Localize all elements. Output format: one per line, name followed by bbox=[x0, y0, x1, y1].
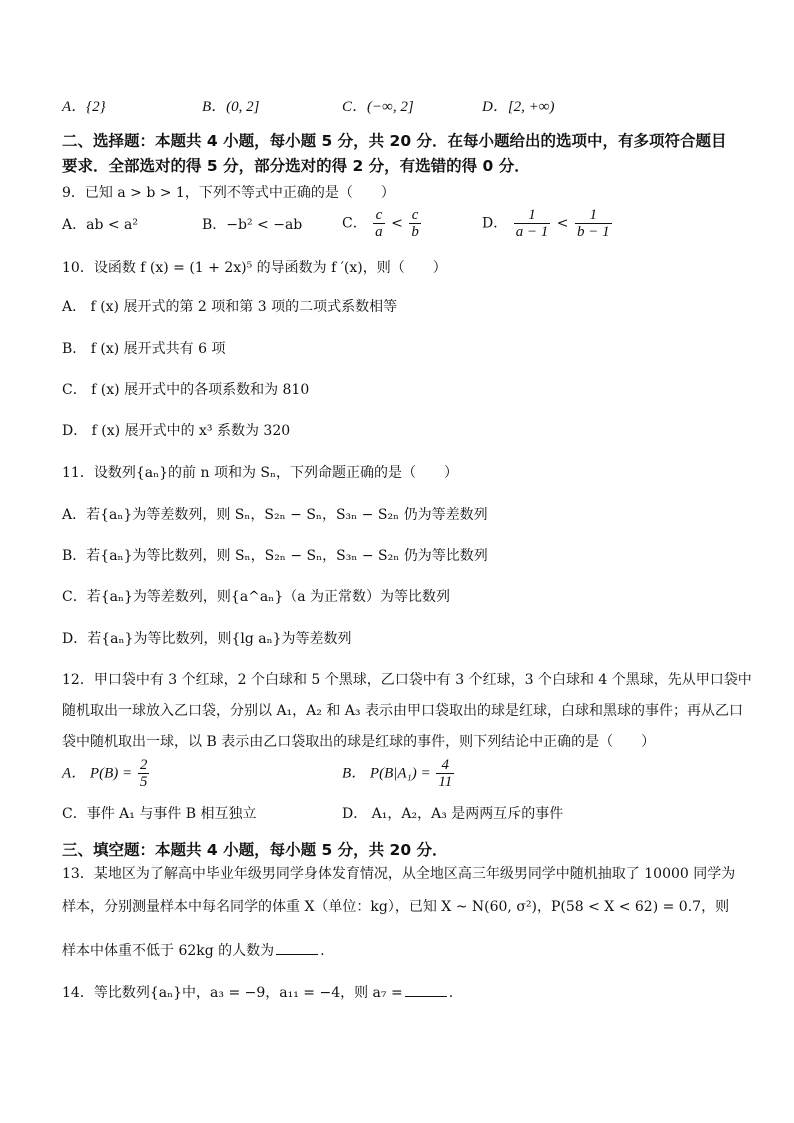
q12-option-b-label: B． P(B|A₁) = bbox=[342, 765, 435, 782]
q12-a-fraction bbox=[138, 757, 150, 790]
q12-option-d[interactable]: D． A₁，A₂，A₃ 是两两互斥的事件 bbox=[342, 806, 564, 822]
q13-line3 bbox=[62, 940, 325, 961]
q14-text: 14．等比数列{aₙ}中，a₃ = −9，a₁₁ = −4，则 a₇ = bbox=[62, 985, 403, 1001]
q12-b-fraction bbox=[436, 757, 454, 790]
q14-end: . bbox=[448, 985, 454, 1001]
q9-option-a[interactable]: A．ab < a² bbox=[62, 217, 139, 233]
q11-option-c[interactable]: C．若{aₙ}为等差数列，则{a^aₙ}（a 为正常数）为等比数列 bbox=[62, 589, 451, 605]
q12-option-a-label: A． P(B) = bbox=[62, 765, 136, 782]
q11-stem: 11．设数列{aₙ}的前 n 项和为 Sₙ，下列命题正确的是（ ） bbox=[62, 465, 459, 481]
q9-c-fraction-1 bbox=[373, 207, 385, 240]
q12-option-a[interactable] bbox=[62, 757, 151, 790]
q8-option-c[interactable]: C．(−∞, 2] bbox=[342, 99, 414, 115]
q12-stem-line2: 随机取出一球放入乙口袋，分别以 A₁，A₂ 和 A₃ 表示由甲口袋取出的球是红球，白球和黑球的事件；再从乙口 bbox=[62, 703, 743, 719]
q10-option-d[interactable]: D． f (x) 展开式中的 x³ 系数为 320 bbox=[62, 423, 291, 439]
q8-option-a[interactable]: A．{2} bbox=[62, 99, 106, 115]
q9-c-fraction-2 bbox=[409, 207, 421, 240]
q11-option-d[interactable]: D．若{aₙ}为等比数列，则{lg aₙ}为等差数列 bbox=[62, 631, 352, 647]
q11-option-a[interactable]: A．若{aₙ}为等差数列，则 Sₙ，S₂ₙ − Sₙ，S₃ₙ − S₂ₙ 仍为等差数列 bbox=[62, 507, 488, 523]
q11-option-b[interactable]: B．若{aₙ}为等比数列，则 Sₙ，S₂ₙ − Sₙ，S₃ₙ − S₂ₙ 仍为等比数列 bbox=[62, 548, 488, 564]
q9-d-fraction-2 bbox=[575, 207, 612, 240]
q9-option-c-label: C． bbox=[342, 215, 367, 232]
q9-d-fraction-1 bbox=[514, 207, 551, 240]
q13-answer-blank[interactable] bbox=[276, 940, 318, 955]
q14-line bbox=[62, 982, 453, 1003]
q12-b-num: 4 bbox=[436, 757, 454, 774]
q10-stem: 10．设函数 f (x) = (1 + 2x)⁵ 的导函数为 f ′(x)，则（ ） bbox=[62, 260, 447, 276]
q9-c-op: < bbox=[391, 215, 403, 232]
q12-a-num: 2 bbox=[139, 757, 148, 773]
q9-d-den2: b − 1 bbox=[576, 224, 610, 240]
q9-c-den1: a bbox=[375, 224, 383, 240]
q9-d-num1: 1 bbox=[514, 207, 551, 224]
q9-option-c[interactable] bbox=[342, 207, 423, 240]
q9-d-num2: 1 bbox=[575, 207, 612, 224]
q8-option-d[interactable]: D．[2, +∞) bbox=[482, 99, 555, 115]
q9-option-b[interactable]: B．−b² < −ab bbox=[202, 217, 303, 233]
section2-heading-line2: 要求．全部选对的得 5 分，部分选对的得 2 分，有选错的得 0 分． bbox=[62, 157, 530, 175]
q9-option-d[interactable] bbox=[482, 207, 614, 240]
q13-line1: 13．某地区为了解高中毕业年级男同学身体发育情况，从全地区高三年级男同学中随机抽取了 10000 同学为 bbox=[62, 866, 736, 882]
q10-option-b[interactable]: B． f (x) 展开式共有 6 项 bbox=[62, 341, 226, 357]
q13-line3-text: 样本中体重不低于 62kg 的人数为 bbox=[62, 943, 275, 959]
q9-stem: 9．已知 a > b > 1，下列不等式中正确的是（ ） bbox=[62, 185, 395, 201]
q13-line3-end: . bbox=[320, 943, 325, 959]
q9-option-d-label: D． bbox=[482, 215, 508, 232]
q12-option-b[interactable] bbox=[342, 757, 456, 790]
section3-heading: 三、填空题：本题共 4 小题，每小题 5 分，共 20 分． bbox=[62, 841, 448, 859]
q12-a-den: 5 bbox=[139, 774, 148, 790]
q14-answer-blank[interactable] bbox=[405, 982, 447, 997]
section2-heading-line1: 二、选择题：本题共 4 小题，每小题 5 分，共 20 分．在每小题给出的选项中，有多项符合题目 bbox=[62, 132, 727, 150]
q9-c-den2: b bbox=[411, 224, 419, 240]
q12-stem-line1: 12．甲口袋中有 3 个红球，2 个白球和 5 个黑球，乙口袋中有 3 个红球，3 个白球和 4 个黑球，先从甲口袋中 bbox=[62, 672, 752, 688]
q10-option-a[interactable]: A． f (x) 展开式的第 2 项和第 3 项的二项式系数相等 bbox=[62, 299, 398, 315]
q12-b-den: 11 bbox=[438, 774, 453, 790]
q12-option-c[interactable]: C．事件 A₁ 与事件 B 相互独立 bbox=[62, 806, 257, 822]
q9-d-op: < bbox=[556, 215, 569, 232]
q13-line2: 样本，分别测量样本中每名同学的体重 X（单位：kg），已知 X ~ N(60, σ²)，P(58 < X < 62) = 0.7，则 bbox=[62, 899, 730, 915]
q8-option-b[interactable]: B．(0, 2] bbox=[202, 99, 260, 115]
q9-c-num1: c bbox=[373, 207, 385, 224]
q12-stem-line3: 袋中随机取出一球，以 B 表示由乙口袋取出的球是红球的事件，则下列结论中正确的是（ ） bbox=[62, 734, 656, 750]
q9-d-den1: a − 1 bbox=[515, 224, 549, 240]
q9-c-num2: c bbox=[409, 207, 421, 224]
q10-option-c[interactable]: C． f (x) 展开式中的各项系数和为 810 bbox=[62, 382, 310, 398]
